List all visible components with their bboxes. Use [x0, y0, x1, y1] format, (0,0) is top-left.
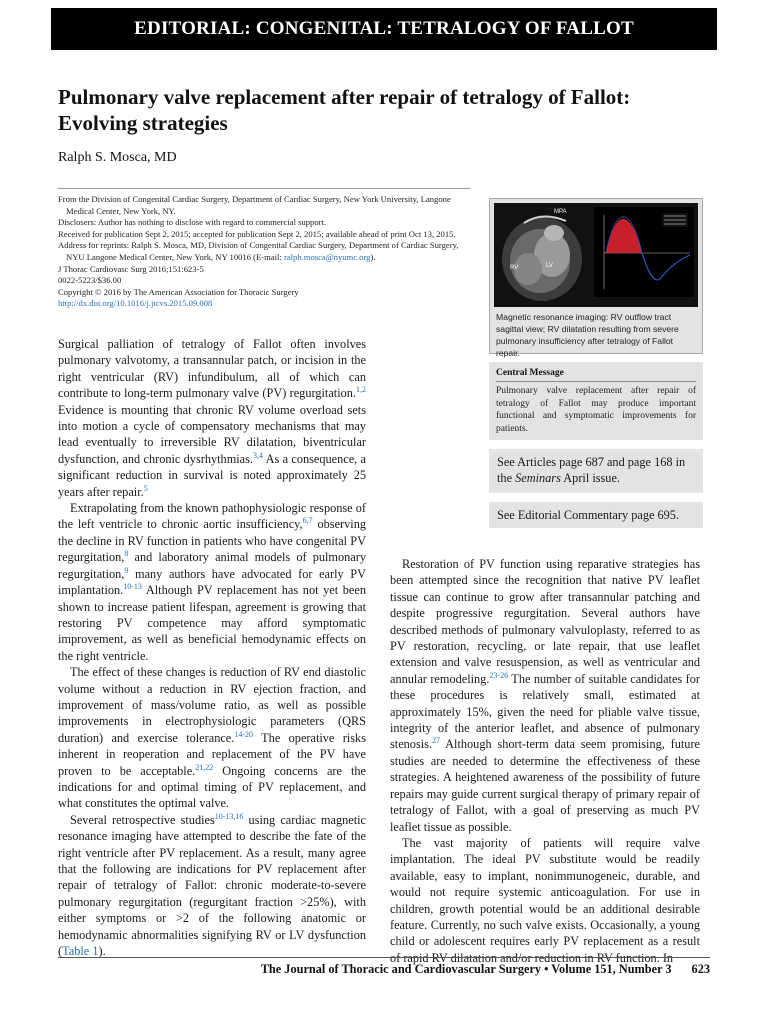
section-banner: EDITORIAL: CONGENITAL: TETRALOGY OF FALLOT	[51, 8, 717, 50]
flow-graph	[594, 207, 694, 297]
author-name: Ralph S. Mosca, MD	[58, 150, 177, 165]
paragraph: The vast majority of patients will require valve implantation. The ideal PV substitute would be readily available, easy to implant, nonimmunogeneic, durable, and would not require systemic anticoagulation. For use in children, growth potential would be an additional desirable feature. Currently, no such valve exists. Occasionally, a young child or adolescent requires early PV replacement as a result of rapid RV dilatation and/or reduction in RV function. In	[390, 835, 700, 965]
central-message-text: Pulmonary valve replacement after repair of tetralogy of Fallot may produce important functional and symptomatic improvements for patients.	[496, 386, 696, 434]
table-link[interactable]: Table 1	[62, 944, 99, 959]
paragraph: Several retrospective studies$^{10-13,16}$ using cardiac magnetic resonance imaging have attempted to describe the fate of the right ventricle after PV replacement. As a result, many agree that the following are indications for PV replacement after repair of tetralogy of Fallot: chronic moderate-to-severe pulmonary regurgitation (regurgitant fraction >25%), with either symptoms or >2 of the following anatomic or hemodynamic abnormalities signifying RV or LV dysfunction (Table 1).	[58, 811, 366, 959]
reprint-address: Address for reprints: Ralph S. Mosca, MD, Division of Congenital Cardiac Surgery, Department of Cardiac Surgery, NYU Langone Medical Center, New York, NY 10016 (E-mail: ralph.mosca@nyumc.org).	[58, 240, 459, 262]
disclosures: Disclosers: Author has nothing to disclose with regard to commercial support.	[58, 217, 327, 228]
article-metadata	[58, 194, 470, 310]
title-line-1: Pulmonary valve replacement after repair of tetralogy of Fallot:	[58, 85, 631, 109]
graph-legend	[662, 213, 688, 227]
issn: 0022-5223/$36.00	[58, 275, 122, 286]
page-footer	[58, 962, 710, 977]
copyright: Copyright © 2016 by The American Association for Thoracic Surgery	[58, 286, 299, 297]
figure-box	[489, 198, 703, 358]
footer-divider	[58, 957, 710, 958]
lv-label: LV	[546, 263, 553, 269]
figure-caption: Magnetic resonance imaging: RV outflow tract sagittal view; RV dilatation resulting from severe pulmonary insufficiency after tetralogy of Fallot repair.	[496, 312, 679, 358]
page-number: 623	[691, 962, 710, 976]
central-message-heading: Central Message	[496, 368, 564, 378]
mri-figure	[494, 203, 698, 307]
article-title	[58, 84, 698, 136]
journal-citation: J Thorac Cardiovasc Surg 2016;151:623-5	[58, 263, 204, 274]
received-dates: Received for publication Sept 2, 2015; accepted for publication Sept 2, 2015; available ahead of print Oct 13, 2015.	[58, 228, 456, 239]
see-editorial-box: See Editorial Commentary page 695.	[489, 502, 703, 528]
title-line-2: Evolving strategies	[58, 111, 228, 135]
paragraph: Restoration of PV function using reparative strategies has been attempted since the recognition that native PV leaflet tissue can continue to grow after transannular patching and despite progressive regurgitation. Several authors have described methods of pulmonary valvuloplasty, referred to as PV restoration, recycling, or late repair, that use leaflet extension and valve resuspension, as well as ventricular and annular remodeling.$^{23-26}$ The number of suitable candidates for these procedures is relatively small, estimated at approximately 15%, given the need for pliable valve tissue, integrity of the anterior leaflet, and absence of pulmonary stenosis.$^{27}$ Although short-term data seem promising, future studies are needed to determine the effectiveness of these strategies. A heightened awareness of the possibility of future repairs may guide current surgical therapy of primary repair of tetralogy of Fallot, with a goal of preserving as much PV leaflet tissue as possible.	[390, 557, 700, 834]
mpa-label: MPA	[554, 209, 567, 215]
paragraph: Surgical palliation of tetralogy of Fallot often involves pulmonary valvotomy, a transannular patch, or incision in the right ventricular (RV) infundibulum, all of which can contribute to long-term pulmonary valve (PV) regurgitation.$^{1,2}$ Evidence is mounting that chronic RV volume overload sets into motion a cycle of compensatory mechanisms that may lead eventually to irreversible RV dilatation, biventricular dysfunction, and chronic dysrhythmias.$^{3,4}$ As a consequence, a significant reduction in survival is noted approximately 25 years after repair.$^5$	[58, 337, 367, 499]
rv-label: RV	[510, 265, 519, 271]
doi-link[interactable]: http://dx.doi.org/10.1016/j.jtcvs.2015.09.008	[58, 298, 213, 309]
mri-scan-image	[502, 216, 582, 301]
meta-divider	[58, 188, 470, 189]
central-message-box	[489, 362, 703, 440]
central-message-divider	[496, 381, 696, 382]
paragraph: The effect of these changes is reduction of RV end diastolic volume without a reduction in RV ejection fraction, and improvement of mass/volume ratio, as well as possible improvements in electrophysiologic parameters (QRS duration) and exercise tolerance.$^{14-20}$ The operative risks inherent in reoperation and replacement of the PV have proven to be acceptable.$^{21,22}$ Ongoing concerns are the indications for and optimal timing of PV replacement, and what constitutes the optimal valve.	[58, 665, 366, 811]
body-column-left	[58, 336, 366, 959]
journal-footer: The Journal of Thoracic and Cardiovascular Surgery • Volume 151, Number 3	[260, 962, 672, 976]
body-column-right	[390, 556, 700, 966]
email-link[interactable]: ralph.mosca@nyumc.org	[283, 251, 371, 262]
paragraph: Extrapolating from the known pathophysiologic response of the left ventricle to chronic aortic insufficiency,$^{6,7}$ observing the decline in RV function in patients who have congenital PV regurgitation,$^8$ and laboratory animal models of pulmonary regurgitation,$^9$ many authors have advocated for early PV implantation.$^{10-13}$ Although PV replacement has not yet been shown to increase patient lifespan, agreement is growing that restoring PV competence may afford symptomatic improvement, as well as beneficial hemodynamic effects on the right ventricle.	[58, 501, 367, 663]
affiliation: From the Division of Congenital Cardiac Surgery, Department of Cardiac Surgery, New York University, Langone Medical Center, New York, NY.	[58, 194, 451, 216]
see-articles-box: See Articles page 687 and page 168 in the Seminars April issue.	[489, 449, 703, 493]
